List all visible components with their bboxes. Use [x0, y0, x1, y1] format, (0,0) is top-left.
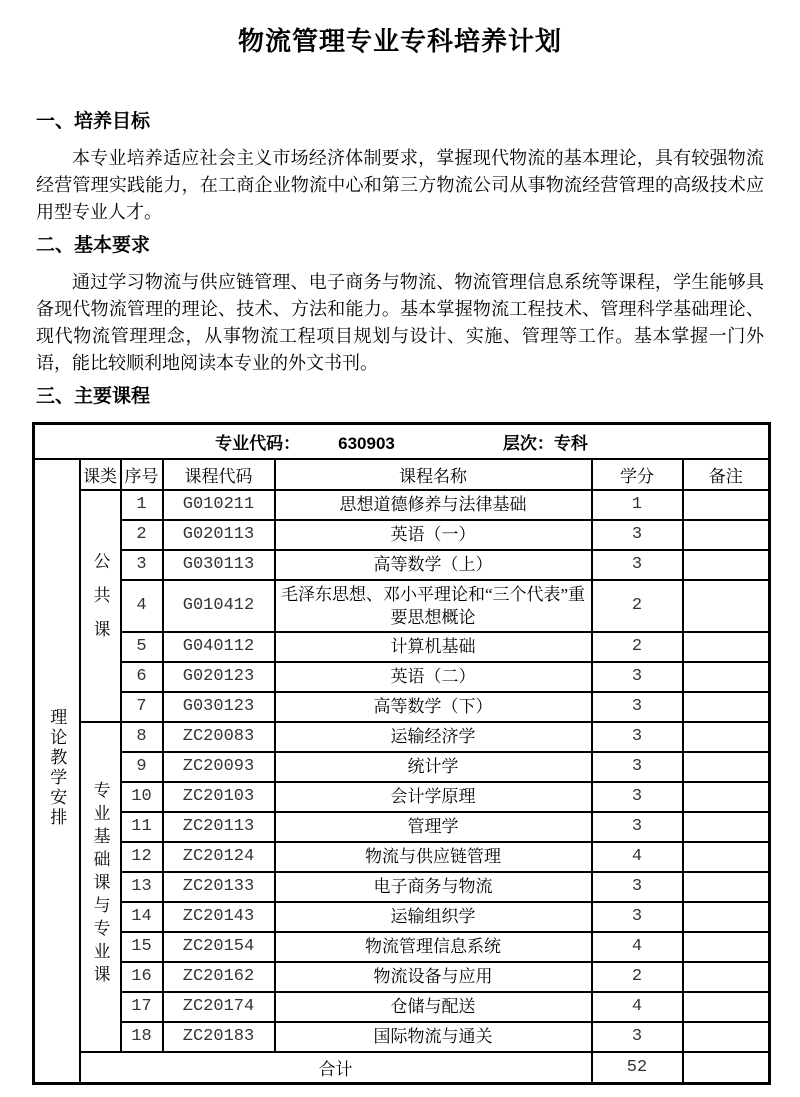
remarks-cell: [683, 662, 770, 692]
course-row: [34, 580, 770, 632]
remarks-cell: [683, 1022, 770, 1052]
credits-cell: 2: [592, 580, 683, 632]
name-cell: 运输组织学: [275, 902, 592, 932]
serial-cell: 15: [121, 932, 163, 962]
header-course-class: 课类: [80, 459, 121, 490]
code-cell: ZC20113: [163, 812, 275, 842]
public-course-group-cell: [80, 490, 121, 722]
credits-cell: 2: [592, 632, 683, 662]
code-cell: ZC20093: [163, 752, 275, 782]
section-heading: 二、基本要求: [36, 235, 151, 256]
name-cell: 高等数学（上）: [275, 550, 592, 580]
theory-teaching-group-cell: [34, 459, 80, 1084]
course-row: [34, 842, 770, 872]
credits-cell: 3: [592, 902, 683, 932]
serial-cell: 13: [121, 872, 163, 902]
code-cell: ZC20183: [163, 1022, 275, 1052]
name-cell: 毛泽东思想、邓小平理论和“三个代表”重要思想概论: [275, 580, 592, 632]
header-remarks: 备注: [683, 459, 770, 490]
credits-cell: 4: [592, 842, 683, 872]
credits-cell: 3: [592, 520, 683, 550]
serial-cell: 12: [121, 842, 163, 872]
course-row: [34, 722, 770, 752]
credits-cell: 3: [592, 782, 683, 812]
course-row: [34, 962, 770, 992]
name-cell: 会计学原理: [275, 782, 592, 812]
serial-cell: 6: [121, 662, 163, 692]
course-row: [34, 662, 770, 692]
course-row: [34, 812, 770, 842]
remarks-cell: [683, 872, 770, 902]
code-cell: ZC20154: [163, 932, 275, 962]
major-code-cell: [34, 424, 770, 459]
name-cell: 英语（二）: [275, 662, 592, 692]
name-cell: 国际物流与通关: [275, 1022, 592, 1052]
course-row: [34, 992, 770, 1022]
major-code-label: 专业代码：: [215, 433, 301, 453]
serial-cell: 18: [121, 1022, 163, 1052]
serial-cell: 3: [121, 550, 163, 580]
code-cell: G030113: [163, 550, 275, 580]
remarks-cell: [683, 490, 770, 520]
credits-cell: 3: [592, 662, 683, 692]
code-cell: ZC20162: [163, 962, 275, 992]
credits-cell: 3: [592, 722, 683, 752]
credits-cell: 4: [592, 992, 683, 1022]
name-cell: 仓储与配送: [275, 992, 592, 1022]
name-cell: 物流管理信息系统: [275, 932, 592, 962]
name-cell: 计算机基础: [275, 632, 592, 662]
name-cell: 高等数学（下）: [275, 692, 592, 722]
major-course-group-cell: [80, 722, 121, 1052]
code-cell: G040112: [163, 632, 275, 662]
code-cell: G010211: [163, 490, 275, 520]
code-cell: ZC20133: [163, 872, 275, 902]
course-row: [34, 872, 770, 902]
header-course-code: 课程代码: [163, 459, 275, 490]
serial-cell: 14: [121, 902, 163, 932]
code-cell: G020113: [163, 520, 275, 550]
serial-cell: 8: [121, 722, 163, 752]
remarks-cell: [683, 782, 770, 812]
serial-cell: 2: [121, 520, 163, 550]
code-cell: ZC20143: [163, 902, 275, 932]
header-serial: 序号: [121, 459, 163, 490]
major-course-label: 专业基础课与专业课: [90, 780, 110, 988]
course-row: [34, 1022, 770, 1052]
remarks-cell: [683, 1052, 770, 1084]
name-cell: 物流与供应链管理: [275, 842, 592, 872]
remarks-cell: [683, 632, 770, 662]
serial-cell: 16: [121, 962, 163, 992]
course-row: [34, 902, 770, 932]
course-row: [34, 550, 770, 580]
code-cell: G010412: [163, 580, 275, 632]
course-row: [34, 490, 770, 520]
name-cell: 统计学: [275, 752, 592, 782]
remarks-cell: [683, 752, 770, 782]
courses-table: [32, 422, 771, 1085]
credits-cell: 1: [592, 490, 683, 520]
section-heading: 三、主要课程: [36, 386, 151, 407]
course-row: [34, 932, 770, 962]
code-cell: ZC20174: [163, 992, 275, 1022]
credits-cell: 2: [592, 962, 683, 992]
header-course-name: 课程名称: [275, 459, 592, 490]
course-row: [34, 692, 770, 722]
total-label-cell: 合计: [80, 1052, 592, 1084]
level-label: 层次：专科: [502, 433, 588, 453]
remarks-cell: [683, 580, 770, 632]
name-cell: 管理学: [275, 812, 592, 842]
page-title: 物流管理专业专科培养计划: [237, 26, 562, 56]
name-cell: 运输经济学: [275, 722, 592, 752]
course-row: [34, 520, 770, 550]
remarks-cell: [683, 550, 770, 580]
table-header-row: [34, 459, 770, 490]
section-heading: 一、培养目标: [36, 111, 151, 132]
name-cell: 英语（一）: [275, 520, 592, 550]
remarks-cell: [683, 812, 770, 842]
name-cell: 物流设备与应用: [275, 962, 592, 992]
serial-cell: 9: [121, 752, 163, 782]
remarks-cell: [683, 902, 770, 932]
credits-cell: 4: [592, 932, 683, 962]
theory-teaching-label: 理论教学安排: [47, 708, 67, 829]
serial-cell: 7: [121, 692, 163, 722]
code-cell: G020123: [163, 662, 275, 692]
serial-cell: 5: [121, 632, 163, 662]
major-code-row: [34, 424, 770, 459]
name-cell: 电子商务与物流: [275, 872, 592, 902]
public-course-label: 公共课: [90, 552, 110, 654]
major-code-value: 630903: [338, 433, 395, 453]
paragraph: 通过学习物流与供应链管理、电子商务与物流、物流管理信息系统等课程，学生能够具备现代物流管理的理论、技术、方法和能力。基本掌握物流工程技术、管理科学基础理论、现代物流管理理念，从事物流工程项目规划与设计、实施、管理等工作。基本掌握一门外语，能比较顺利地阅读本专业的外文书刊。: [36, 272, 764, 373]
header-credits: 学分: [592, 459, 683, 490]
serial-cell: 10: [121, 782, 163, 812]
serial-cell: 11: [121, 812, 163, 842]
serial-cell: 4: [121, 580, 163, 632]
code-cell: ZC20103: [163, 782, 275, 812]
remarks-cell: [683, 842, 770, 872]
remarks-cell: [683, 520, 770, 550]
credits-cell: 3: [592, 872, 683, 902]
serial-cell: 17: [121, 992, 163, 1022]
total-credits-cell: 52: [592, 1052, 683, 1084]
credits-cell: 3: [592, 812, 683, 842]
remarks-cell: [683, 692, 770, 722]
code-cell: G030123: [163, 692, 275, 722]
credits-cell: 3: [592, 1022, 683, 1052]
remarks-cell: [683, 992, 770, 1022]
paragraph: 本专业培养适应社会主义市场经济体制要求，掌握现代物流的基本理论，具有较强物流经营管理实践能力，在工商企业物流中心和第三方物流公司从事物流经营管理的高级技术应用型专业人才。: [36, 148, 764, 222]
remarks-cell: [683, 932, 770, 962]
course-row: [34, 782, 770, 812]
total-row: [34, 1052, 770, 1084]
code-cell: ZC20124: [163, 842, 275, 872]
remarks-cell: [683, 962, 770, 992]
credits-cell: 3: [592, 692, 683, 722]
name-cell: 思想道德修养与法律基础: [275, 490, 592, 520]
credits-cell: 3: [592, 550, 683, 580]
code-cell: ZC20083: [163, 722, 275, 752]
remarks-cell: [683, 722, 770, 752]
course-row: [34, 632, 770, 662]
serial-cell: 1: [121, 490, 163, 520]
credits-cell: 3: [592, 752, 683, 782]
course-row: [34, 752, 770, 782]
